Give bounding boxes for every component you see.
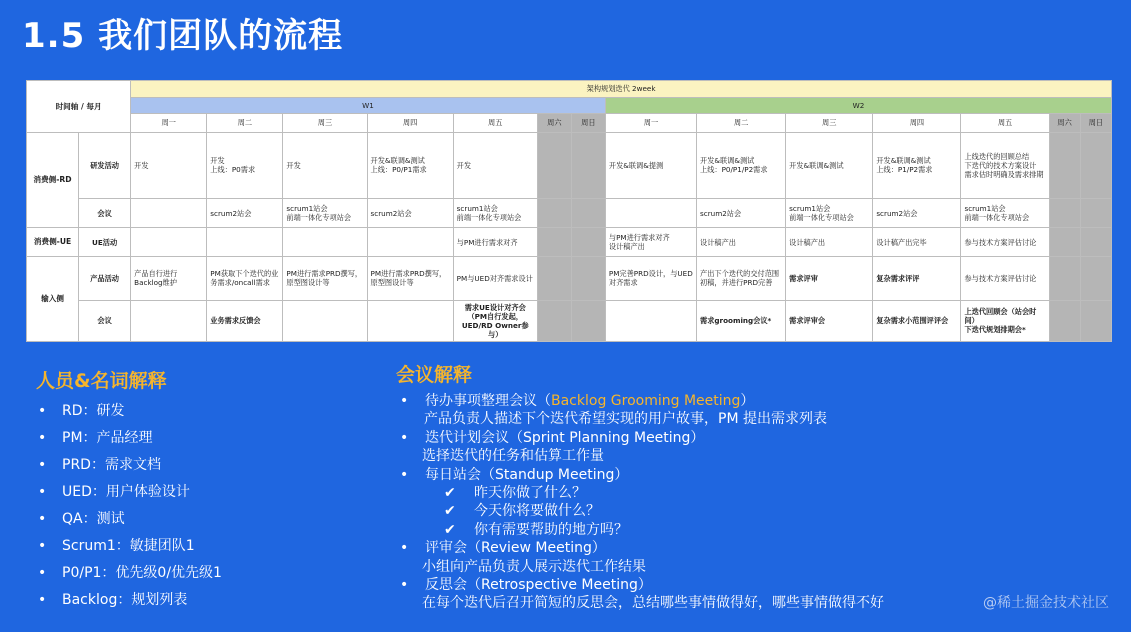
table-cell — [537, 257, 571, 301]
bullet-icon: • — [38, 511, 47, 527]
standup-title: 每日站会（Standup Meeting） — [425, 466, 629, 483]
list-item — [38, 560, 222, 587]
table-cell: 开发&联调&测试 上线：P0/P1/P2需求 — [697, 132, 786, 198]
review-title: 评审会（Review Meeting） — [425, 540, 606, 557]
list-item-text: UED：用户体验设计 — [62, 484, 190, 500]
grooming-title: 待办事项整理会议（ — [425, 393, 551, 409]
checkmark-icon: ✔ — [444, 521, 456, 538]
day-header: 周四 — [873, 114, 961, 133]
table-cell: 开发&联调&测试 上线：P1/P2需求 — [873, 132, 961, 198]
table-cell — [1080, 132, 1111, 198]
bullet-icon: • — [400, 466, 409, 483]
side-input: 输入侧 — [27, 257, 79, 342]
table-cell — [283, 300, 367, 341]
standup-q2: 今天你将要做什么？ — [474, 503, 600, 520]
week1-header: W1 — [131, 97, 606, 114]
table-cell: 设计稿产出 — [786, 228, 873, 257]
list-item — [38, 506, 222, 533]
table-cell: 开发 上线：P0需求 — [207, 132, 283, 198]
list-item — [38, 479, 222, 506]
timeline-header: 时间轴 / 每月 — [27, 81, 131, 133]
bullet-icon: • — [400, 393, 409, 409]
list-item-text: QA：测试 — [62, 511, 125, 527]
table-cell: 开发 — [283, 132, 367, 198]
grooming-english: Backlog Grooming Meeting — [551, 393, 741, 409]
list-item-text: RD：研发 — [62, 403, 125, 419]
table-cell — [131, 300, 207, 341]
table-cell: PM进行需求PRD撰写，原型图设计等 — [283, 257, 367, 301]
table-cell: 开发 — [131, 132, 207, 198]
table-cell — [131, 228, 207, 257]
table-cell — [537, 199, 571, 228]
bullet-icon: • — [400, 540, 409, 557]
row-label: UE活动 — [79, 228, 131, 257]
bullet-icon: • — [38, 565, 47, 581]
table-cell — [131, 199, 207, 228]
table-cell — [605, 199, 696, 228]
table-cell: 需求评审 — [786, 257, 873, 301]
day-header: 周日 — [571, 114, 605, 133]
row-label: 产品活动 — [79, 257, 131, 301]
table-cell: scrum1站会 前端一体化专项站会 — [961, 199, 1049, 228]
table-cell: scrum2站会 — [873, 199, 961, 228]
retro-desc: 在每个迭代后召开简短的反思会，总结哪些事情做得好，哪些事情做得不好 — [422, 595, 884, 612]
table-cell — [1080, 199, 1111, 228]
table-cell — [1080, 300, 1111, 341]
day-header: 周五 — [453, 114, 537, 133]
table-cell — [283, 228, 367, 257]
row-label: 会议 — [79, 199, 131, 228]
review-desc: 小组向产品负责人展示迭代工作结果 — [422, 558, 646, 575]
table-cell: 产品自行进行Backlog维护 — [131, 257, 207, 301]
table-cell — [1080, 257, 1111, 301]
table-cell: 开发 — [453, 132, 537, 198]
grooming-desc: 产品负责人描述下个迭代希望实现的用户故事，PM 提出需求列表 — [424, 411, 827, 428]
list-item — [38, 587, 222, 614]
retro-title: 反思会（Retrospective Meeting） — [425, 576, 652, 593]
day-header: 周六 — [1049, 114, 1080, 133]
table-cell: 需求UE设计对齐会 （PM自行发起，UED/RD Owner参与） — [453, 300, 537, 341]
row-label: 研发活动 — [79, 132, 131, 198]
people-section-title: 人员&名词解释 — [36, 370, 167, 392]
table-cell: PM完善PRD设计，与UED对齐需求 — [605, 257, 696, 301]
list-item — [38, 425, 222, 452]
day-header: 周六 — [537, 114, 571, 133]
day-header: 周三 — [283, 114, 367, 133]
table-cell: 与PM进行需求对齐 设计稿产出 — [605, 228, 696, 257]
table-cell — [571, 257, 605, 301]
list-item — [38, 398, 222, 425]
table-cell: scrum2站会 — [697, 199, 786, 228]
checkmark-icon: ✔ — [444, 484, 456, 501]
list-item — [38, 533, 222, 560]
side-ue: 消费侧-UE — [27, 228, 79, 257]
table-cell: 上迭代回顾会（站会时间） 下迭代规划排期会* — [961, 300, 1049, 341]
table-cell — [1049, 228, 1080, 257]
table-cell: 需求grooming会议* — [697, 300, 786, 341]
table-cell — [1049, 199, 1080, 228]
bullet-icon: • — [38, 430, 47, 446]
table-cell: scrum2站会 — [207, 199, 283, 228]
process-table — [26, 80, 1112, 342]
table-cell: 设计稿产出完毕 — [873, 228, 961, 257]
table-cell: 设计稿产出 — [697, 228, 786, 257]
table-cell: 开发&联调&测试 — [786, 132, 873, 198]
bullet-icon: • — [38, 538, 47, 554]
table-cell — [571, 300, 605, 341]
meeting-list — [400, 392, 1100, 613]
list-item — [38, 452, 222, 479]
table-cell — [367, 228, 453, 257]
bullet-icon: • — [38, 484, 47, 500]
table-cell — [1049, 132, 1080, 198]
table-cell: PM与UED对齐需求设计 — [453, 257, 537, 301]
bullet-icon: • — [400, 576, 409, 593]
list-item-text: PRD：需求文档 — [62, 457, 161, 473]
table-cell: 上线迭代的回顾总结 下迭代的技术方案设计 需求估时明确及需求排期 — [961, 132, 1049, 198]
grooming-close: ） — [740, 393, 755, 409]
day-header: 周四 — [367, 114, 453, 133]
people-list — [38, 398, 222, 614]
table-cell: scrum1站会 前端一体化专项站会 — [283, 199, 367, 228]
table-cell — [571, 199, 605, 228]
table-cell: 复杂需求评评 — [873, 257, 961, 301]
table-cell: 开发&联调&提测 — [605, 132, 696, 198]
planning-desc: 选择迭代的任务和估算工作量 — [422, 448, 604, 465]
table-cell: 复杂需求小范围评评会 — [873, 300, 961, 341]
day-header: 周三 — [786, 114, 873, 133]
list-item-text: PM：产品经理 — [62, 430, 153, 446]
iteration-header: 架构规划迭代 2week — [131, 81, 1112, 98]
list-item-text: Scrum1：敏捷团队1 — [62, 538, 195, 554]
list-item-text: P0/P1：优先级0/优先级1 — [62, 565, 222, 581]
table-cell: 需求评审会 — [786, 300, 873, 341]
table-cell: scrum1站会 前端一体化专项站会 — [786, 199, 873, 228]
table-cell: 参与技术方案评估讨论 — [961, 257, 1049, 301]
side-rd: 消费侧-RD — [27, 132, 79, 227]
list-item-text: Backlog：规划列表 — [62, 592, 188, 608]
bullet-icon: • — [38, 457, 47, 473]
table-cell: 产出下个迭代的交付范围初稿，并进行PRD完善 — [697, 257, 786, 301]
table-cell: PM获取下个迭代的业务需求/oncall需求 — [207, 257, 283, 301]
table-cell — [537, 228, 571, 257]
table-cell — [1049, 257, 1080, 301]
table-cell — [1080, 228, 1111, 257]
table-cell: scrum1站会 前端一体化专项站会 — [453, 199, 537, 228]
table-cell — [571, 228, 605, 257]
table-cell — [537, 132, 571, 198]
slide-title: 1.5 我们团队的流程 — [22, 16, 344, 56]
standup-q3: 你有需要帮助的地方吗？ — [474, 521, 628, 538]
planning-title: 迭代计划会议（Sprint Planning Meeting） — [425, 429, 705, 446]
table-cell: PM进行需求PRD撰写，原型图设计等 — [367, 257, 453, 301]
table-cell — [367, 300, 453, 341]
bullet-icon: • — [38, 592, 47, 608]
table-cell: 参与技术方案评估讨论 — [961, 228, 1049, 257]
standup-q1: 昨天你做了什么？ — [474, 484, 586, 501]
bullet-icon: • — [38, 403, 47, 419]
day-header: 周一 — [131, 114, 207, 133]
day-header: 周一 — [605, 114, 696, 133]
day-header: 周五 — [961, 114, 1049, 133]
table-cell: 业务需求反馈会 — [207, 300, 283, 341]
day-header: 周二 — [207, 114, 283, 133]
row-label: 会议 — [79, 300, 131, 341]
table-cell — [605, 300, 696, 341]
day-header: 周日 — [1080, 114, 1111, 133]
week2-header: W2 — [605, 97, 1111, 114]
checkmark-icon: ✔ — [444, 503, 456, 520]
table-cell — [571, 132, 605, 198]
table-cell: scrum2站会 — [367, 199, 453, 228]
meeting-section-title: 会议解释 — [396, 364, 473, 386]
table-cell: 开发&联调&测试 上线：P0/P1需求 — [367, 132, 453, 198]
table-cell — [1049, 300, 1080, 341]
table-cell — [537, 300, 571, 341]
bullet-icon: • — [400, 429, 409, 446]
table-cell: 与PM进行需求对齐 — [453, 228, 537, 257]
watermark: @稀土掘金技术社区 — [983, 595, 1109, 611]
process-grid — [26, 80, 1112, 342]
table-cell — [207, 228, 283, 257]
day-header: 周二 — [697, 114, 786, 133]
